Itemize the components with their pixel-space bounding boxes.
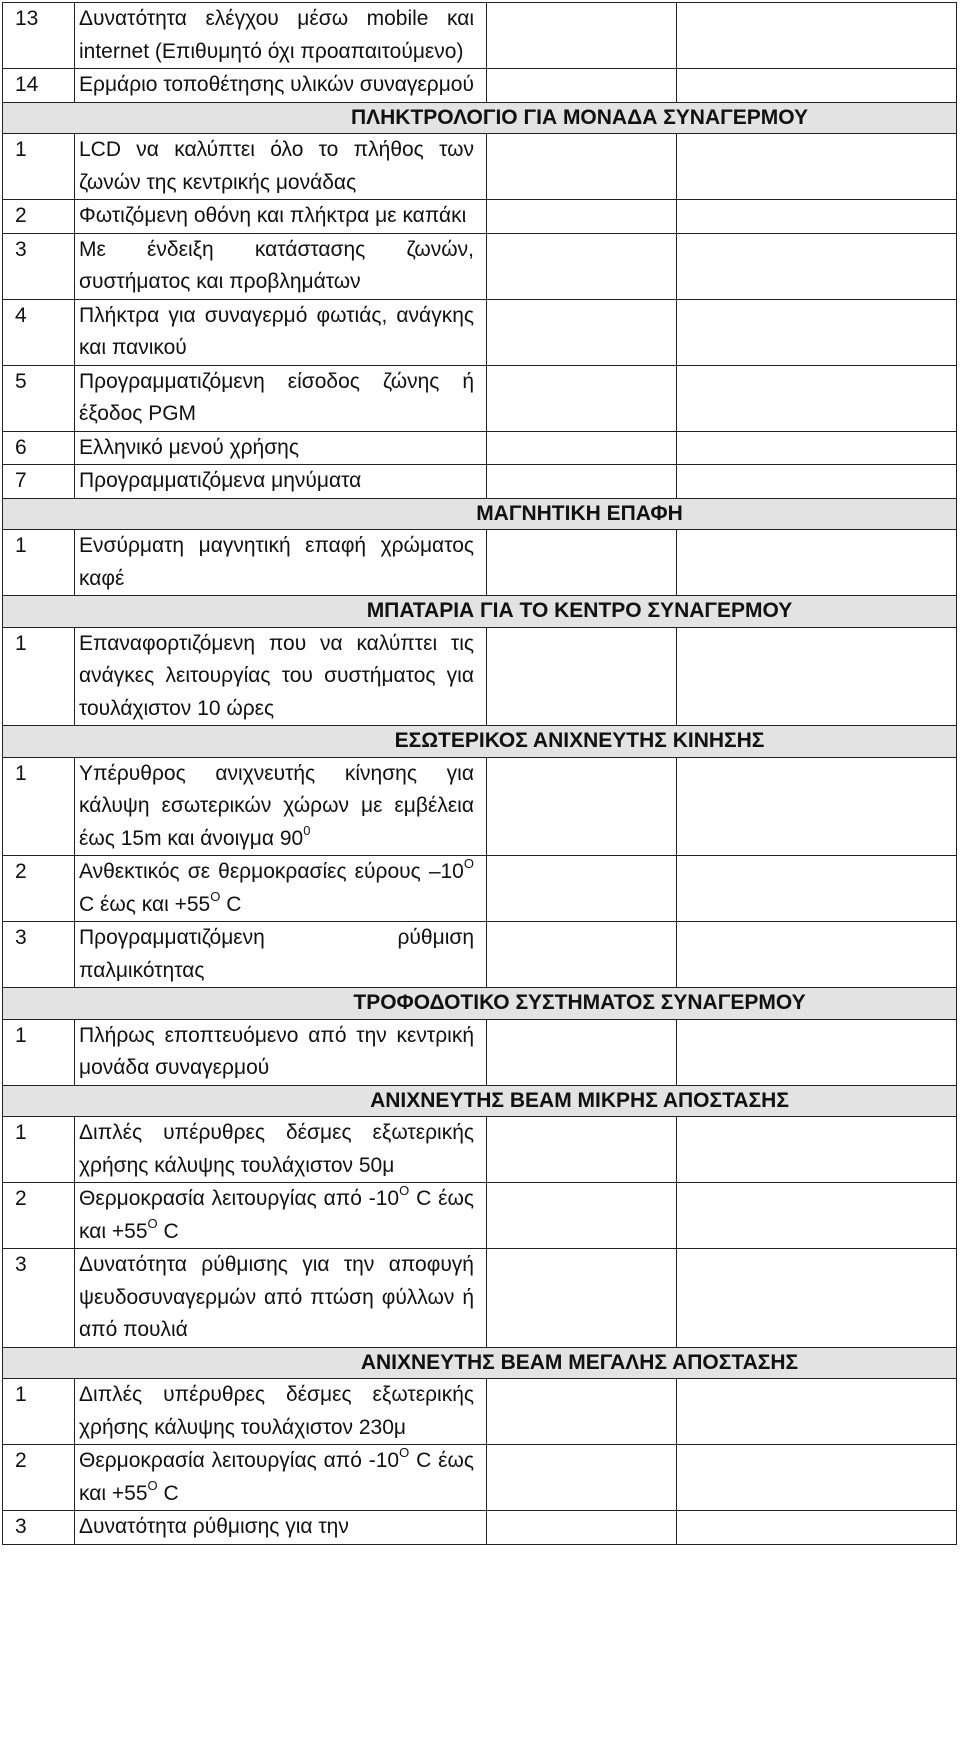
description-text: LCD να καλύπτει όλο το πλήθος των ζωνών της κεντρικής μονάδας	[79, 138, 474, 194]
superscript-text: Ο	[463, 856, 474, 871]
empty-cell	[487, 922, 677, 988]
empty-cell	[677, 200, 957, 234]
item-description	[75, 431, 487, 465]
spec-item-row	[3, 465, 957, 499]
section-header-row	[3, 726, 957, 758]
item-number: 2	[3, 1183, 75, 1249]
description-text: Δυνατότητα ρύθμισης για την αποφυγή ψευδοσυναγερμών από πτώση φύλλων ή από πουλιά	[79, 1253, 474, 1341]
empty-cell	[677, 1183, 957, 1249]
spec-item-row	[3, 365, 957, 431]
empty-cell	[487, 1117, 677, 1183]
empty-cell	[677, 3, 957, 69]
item-description	[75, 200, 487, 234]
section-header-row	[3, 498, 957, 530]
description-text: Επαναφορτιζόμενη που να καλύπτει τις ανάγκες λειτουργίας του συστήματος για τουλάχιστον 10 ώρες	[79, 631, 474, 720]
superscript-text: Ο	[147, 1477, 158, 1493]
empty-cell	[677, 431, 957, 465]
specification-table-body	[3, 3, 957, 1545]
description-text: Διπλές υπέρυθρες δέσμες εξωτερικής χρήσης κάλυψης τουλάχιστον 230μ	[79, 1383, 474, 1439]
spec-item-row	[3, 1183, 957, 1249]
empty-cell	[487, 1445, 677, 1511]
spec-item-row	[3, 233, 957, 299]
superscript-text: Ο	[210, 888, 221, 904]
item-number: 6	[3, 431, 75, 465]
empty-cell	[487, 1511, 677, 1545]
description-text: Θερμοκρασία λειτουργίας από -10	[79, 1449, 400, 1472]
description-text: C έως και +55	[79, 1449, 474, 1505]
description-text: Ερμάριο τοποθέτησης υλικών συναγερμού	[79, 73, 474, 96]
empty-cell	[677, 922, 957, 988]
superscript-text: Ο	[147, 1215, 158, 1231]
empty-cell	[677, 1445, 957, 1511]
empty-cell	[487, 1183, 677, 1249]
item-description	[75, 922, 487, 988]
description-text: Δυνατότητα ρύθμισης για την	[79, 1515, 349, 1538]
empty-cell	[487, 3, 677, 69]
empty-cell	[677, 1379, 957, 1445]
spec-item-row	[3, 1379, 957, 1445]
superscript-text: 0	[303, 822, 311, 838]
item-number: 3	[3, 233, 75, 299]
description-text: C έως και +55	[79, 892, 211, 916]
empty-cell	[487, 431, 677, 465]
item-number: 3	[3, 1249, 75, 1348]
item-description	[75, 1379, 487, 1445]
spec-item-row	[3, 431, 957, 465]
section-title: ΠΛΗΚΤΡΟΛΟΓΙΟ ΓΙΑ ΜΟΝΑΔΑ ΣΥΝΑΓΕΡΜΟΥ	[3, 102, 957, 134]
empty-cell	[677, 530, 957, 596]
item-number: 5	[3, 365, 75, 431]
item-description	[75, 233, 487, 299]
empty-cell	[677, 134, 957, 200]
empty-cell	[677, 365, 957, 431]
item-description	[75, 1445, 487, 1511]
description-text: Προγραμματιζόμενη ρύθμιση παλμικότητας	[79, 926, 474, 982]
empty-cell	[677, 856, 957, 922]
empty-cell	[487, 365, 677, 431]
empty-cell	[487, 530, 677, 596]
item-number: 1	[3, 530, 75, 596]
empty-cell	[487, 299, 677, 365]
item-number: 1	[3, 134, 75, 200]
spec-item-row	[3, 69, 957, 103]
spec-item-row	[3, 856, 957, 922]
description-text: Πλήρως εποπτευόμενο από την κεντρική μονάδα συναγερμού	[79, 1023, 474, 1079]
description-text: Ενσύρματη μαγνητική επαφή χρώματος καφέ	[79, 534, 474, 590]
item-number: 2	[3, 200, 75, 234]
item-number: 3	[3, 922, 75, 988]
superscript-text: Ο	[399, 1183, 410, 1198]
empty-cell	[677, 233, 957, 299]
item-number: 7	[3, 465, 75, 499]
specification-table	[2, 2, 957, 1545]
empty-cell	[487, 1019, 677, 1085]
empty-cell	[487, 69, 677, 103]
spec-item-row	[3, 134, 957, 200]
section-header-row	[3, 1347, 957, 1379]
item-description	[75, 1117, 487, 1183]
item-description	[75, 1019, 487, 1085]
section-title: ΑΝΙΧΝΕΥΤΗΣ BEAM ΜΙΚΡΗΣ ΑΠΟΣΤΑΣΗΣ	[3, 1085, 957, 1117]
empty-cell	[487, 757, 677, 856]
section-title: ΤΡΟΦΟΔΟΤΙΚΟ ΣΥΣΤΗΜΑΤΟΣ ΣΥΝΑΓΕΡΜΟΥ	[3, 988, 957, 1020]
item-description	[75, 69, 487, 103]
spec-item-row	[3, 627, 957, 726]
description-text: C έως και +55	[79, 1187, 474, 1243]
empty-cell	[487, 627, 677, 726]
spec-item-row	[3, 299, 957, 365]
item-description	[75, 465, 487, 499]
description-text: Διπλές υπέρυθρες δέσμες εξωτερικής χρήσης κάλυψης τουλάχιστον 50μ	[79, 1121, 474, 1177]
description-text: Προγραμματιζόμενα μηνύματα	[79, 469, 362, 492]
item-number: 1	[3, 1019, 75, 1085]
item-description	[75, 3, 487, 69]
description-text: Φωτιζόμενη οθόνη και πλήκτρα με καπάκι	[79, 204, 467, 227]
spec-item-row	[3, 757, 957, 856]
item-number: 2	[3, 1445, 75, 1511]
item-description	[75, 365, 487, 431]
item-description	[75, 757, 487, 856]
item-number: 1	[3, 1379, 75, 1445]
item-number: 13	[3, 3, 75, 69]
spec-item-row	[3, 1511, 957, 1545]
empty-cell	[677, 465, 957, 499]
empty-cell	[487, 1249, 677, 1348]
item-description	[75, 627, 487, 726]
item-number: 1	[3, 1117, 75, 1183]
empty-cell	[487, 233, 677, 299]
section-header-row	[3, 1085, 957, 1117]
item-number: 3	[3, 1511, 75, 1545]
item-description	[75, 1183, 487, 1249]
item-description	[75, 299, 487, 365]
item-number: 2	[3, 856, 75, 922]
section-title: ΜΑΓΝΗΤΙΚΗ ΕΠΑΦΗ	[3, 498, 957, 530]
description-text: Δυνατότητα ελέγχου μέσω mobile και internet (Επιθυμητό όχι προαπαιτούμενο)	[79, 7, 474, 63]
item-description	[75, 530, 487, 596]
empty-cell	[677, 627, 957, 726]
item-description	[75, 134, 487, 200]
description-text: Ελληνικό μενού χρήσης	[79, 435, 299, 459]
empty-cell	[487, 1379, 677, 1445]
section-header-row	[3, 988, 957, 1020]
item-number: 1	[3, 757, 75, 856]
description-text: C	[157, 1219, 179, 1243]
item-description	[75, 1249, 487, 1348]
empty-cell	[677, 69, 957, 103]
description-text: Προγραμματιζόμενη είσοδος ζώνης ή έξοδος PGM	[79, 369, 474, 425]
empty-cell	[677, 1511, 957, 1545]
section-title: ΕΣΩΤΕΡΙΚΟΣ ΑΝΙΧΝΕΥΤΗΣ ΚΙΝΗΣΗΣ	[3, 726, 957, 758]
description-text: Υπέρυθρος ανιχνευτής κίνησης για κάλυψη εσωτερικών χώρων με εμβέλεια έως 15m και άνοιγμα 90	[79, 761, 474, 850]
description-text: Με ένδειξη κατάστασης ζωνών, συστήματος και προβλημάτων	[79, 237, 474, 293]
empty-cell	[677, 1249, 957, 1348]
section-header-row	[3, 596, 957, 628]
empty-cell	[487, 200, 677, 234]
empty-cell	[677, 1019, 957, 1085]
description-text: Θερμοκρασία λειτουργίας από -10	[79, 1187, 400, 1210]
superscript-text: Ο	[399, 1445, 410, 1460]
item-description	[75, 1511, 487, 1545]
description-text: C	[157, 1481, 179, 1505]
empty-cell	[677, 1117, 957, 1183]
item-number: 14	[3, 69, 75, 103]
description-text: Πλήκτρα για συναγερμό φωτιάς, ανάγκης και πανικού	[79, 303, 474, 359]
empty-cell	[677, 299, 957, 365]
description-text: C	[220, 892, 242, 916]
empty-cell	[487, 465, 677, 499]
spec-item-row	[3, 1445, 957, 1511]
spec-item-row	[3, 1019, 957, 1085]
empty-cell	[677, 757, 957, 856]
section-title: ΑΝΙΧΝΕΥΤΗΣ BEAM ΜΕΓΑΛΗΣ ΑΠΟΣΤΑΣΗΣ	[3, 1347, 957, 1379]
empty-cell	[487, 856, 677, 922]
item-description	[75, 856, 487, 922]
spec-item-row	[3, 3, 957, 69]
spec-item-row	[3, 1249, 957, 1348]
spec-item-row	[3, 922, 957, 988]
section-title: ΜΠΑΤΑΡΙΑ ΓΙΑ ΤΟ ΚΕΝΤΡΟ ΣΥΝΑΓΕΡΜΟΥ	[3, 596, 957, 628]
item-number: 4	[3, 299, 75, 365]
section-header-row	[3, 102, 957, 134]
description-text: Ανθεκτικός σε θερμοκρασίες εύρους –10	[79, 860, 464, 883]
spec-item-row	[3, 530, 957, 596]
spec-item-row	[3, 1117, 957, 1183]
item-number: 1	[3, 627, 75, 726]
empty-cell	[487, 134, 677, 200]
spec-item-row	[3, 200, 957, 234]
